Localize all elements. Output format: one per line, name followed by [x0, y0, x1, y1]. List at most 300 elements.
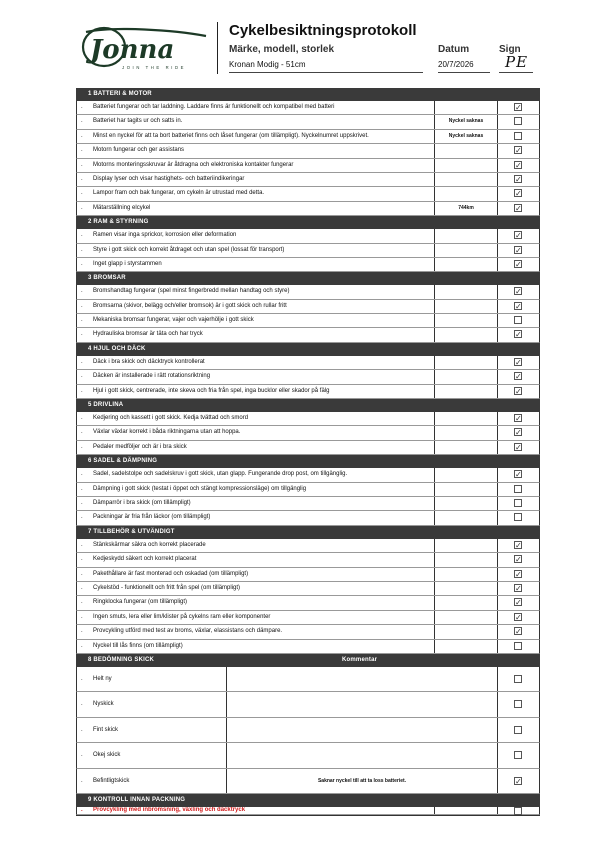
- checkbox[interactable]: ✓: [515, 414, 522, 424]
- row-check-cell: [498, 244, 539, 257]
- checklist-row: [76, 582, 540, 596]
- row-bullet: .: [81, 429, 83, 436]
- row-bullet: .: [81, 373, 83, 380]
- row-note[interactable]: [435, 640, 498, 653]
- checklist-row: [76, 426, 540, 440]
- row-text: Däcken är installerade i rätt rotationsriktning: [93, 373, 211, 380]
- sign-label: Sign: [499, 44, 521, 55]
- row-bullet: .: [81, 675, 83, 682]
- row-description: [77, 511, 435, 524]
- row-text: Helt ny: [93, 675, 112, 682]
- row-check-cell: [498, 596, 539, 609]
- row-text: Display lyser och visar hastighets- och batteriindikeringar: [93, 175, 245, 182]
- row-check-cell: [498, 115, 539, 128]
- row-text: Hjul i gott skick, centrerade, inte skeva och fria från spel, inga bucklor eller skador på fälg: [93, 387, 330, 394]
- checklist-row: [76, 483, 540, 497]
- model-value: Kronan Modig - 51cm: [229, 60, 306, 69]
- row-check-cell: [498, 426, 539, 439]
- svg-text:Jonna: Jonna: [90, 35, 175, 65]
- row-bullet: .: [81, 628, 83, 635]
- checklist-row: [76, 441, 540, 455]
- row-bullet: .: [81, 232, 83, 239]
- checklist-row: [76, 511, 540, 525]
- row-text: Inget glapp i styrstammen: [93, 260, 162, 267]
- row-bullet: .: [81, 570, 83, 577]
- checklist-row: [76, 568, 540, 582]
- checkbox[interactable]: ✓: [515, 357, 522, 367]
- row-description: [77, 769, 227, 794]
- row-check-cell: [498, 285, 539, 298]
- row-note[interactable]: [435, 229, 498, 242]
- checklist-row: [76, 173, 540, 187]
- row-text: Dämpning i gott skick (testat i öppet och stängt kompressionsläge) om tillgänglig: [93, 485, 307, 492]
- row-description: [77, 596, 435, 609]
- row-text: Dämparrör i bra skick (om tillämpligt): [93, 499, 191, 506]
- row-bullet: .: [81, 584, 83, 591]
- row-note[interactable]: [227, 743, 498, 768]
- row-description: [77, 553, 435, 566]
- checkbox[interactable]: ✓: [515, 160, 522, 170]
- row-bullet: .: [81, 642, 83, 649]
- checklist-row: [76, 468, 540, 482]
- checklist-row: [76, 596, 540, 610]
- row-check-cell: [498, 356, 539, 369]
- document-title: Cykelbesiktningsprotokoll: [229, 22, 417, 39]
- row-check-cell: [498, 553, 539, 566]
- row-note[interactable]: Nyckel saknas: [435, 130, 498, 143]
- row-check-cell: [498, 385, 539, 398]
- row-description: [77, 258, 435, 271]
- section-title: 1 BATTERI & MOTOR: [88, 91, 152, 97]
- row-description: [77, 568, 435, 581]
- checkbox[interactable]: [514, 700, 522, 708]
- section-header: [76, 272, 540, 285]
- checklist-row: [76, 553, 540, 567]
- row-bullet: .: [81, 541, 83, 548]
- row-note[interactable]: [435, 539, 498, 552]
- checkbox[interactable]: ✓: [515, 189, 522, 199]
- row-text: Nyskick: [93, 701, 114, 708]
- section-title: 4 HJUL OCH DÄCK: [88, 345, 146, 352]
- row-description: [77, 497, 435, 510]
- row-bullet: .: [81, 317, 83, 324]
- checkbox[interactable]: [514, 751, 522, 759]
- checkbox[interactable]: ✓: [515, 146, 522, 156]
- row-text: Kedjeskydd säkert och korrekt placerat: [93, 556, 197, 563]
- row-bullet: .: [81, 485, 83, 492]
- model-label: Märke, modell, storlek: [229, 44, 335, 55]
- checklist-row: [76, 692, 540, 718]
- checkbox[interactable]: ✓: [515, 386, 522, 396]
- row-description: [77, 640, 435, 653]
- brand-logo-graphic: [74, 24, 214, 74]
- row-bullet: .: [81, 499, 83, 506]
- section-header: [76, 455, 540, 468]
- checklist-table: [76, 88, 540, 816]
- row-description: [77, 130, 435, 143]
- row-description: [77, 468, 435, 481]
- checklist-row: [76, 640, 540, 654]
- signature-value: PE: [505, 53, 529, 71]
- row-description: [77, 300, 435, 313]
- row-note[interactable]: [227, 718, 498, 743]
- row-note[interactable]: [435, 101, 498, 114]
- checkbox[interactable]: ✓: [515, 627, 522, 637]
- row-description: [77, 611, 435, 624]
- row-bullet: .: [81, 260, 83, 267]
- row-description: [77, 314, 435, 327]
- row-text: Sadel, sadelstolpe och sadelskruv i gott skick, utan glapp. Fungerande drop post, om tillgänglig.: [93, 471, 348, 478]
- checklist-row: [76, 144, 540, 158]
- row-note[interactable]: [435, 300, 498, 313]
- section-title: 8 BEDÖMNING SKICK: [88, 656, 155, 663]
- row-check-cell: [498, 229, 539, 242]
- row-note[interactable]: [435, 582, 498, 595]
- row-check-cell: [498, 130, 539, 143]
- section-title: 5 DRIVLINA: [88, 402, 124, 409]
- svg-text:JOIN THE RIDE: JOIN THE RIDE: [122, 65, 186, 70]
- checkbox[interactable]: ✓: [515, 583, 522, 593]
- checklist-row: [76, 130, 540, 144]
- checkbox[interactable]: ✓: [515, 231, 522, 241]
- checkbox[interactable]: ✓: [515, 442, 522, 452]
- row-bullet: .: [81, 302, 83, 309]
- checkbox[interactable]: [514, 316, 522, 324]
- row-bullet: .: [81, 190, 83, 197]
- row-bullet: .: [81, 175, 83, 182]
- row-check-cell: [498, 412, 539, 425]
- row-description: [77, 356, 435, 369]
- row-check-cell: [498, 314, 539, 327]
- row-description: [77, 667, 227, 692]
- row-description: [77, 370, 435, 383]
- row-text: Pakethållare är fast monterad och oskadad (om tillämpligt): [93, 570, 249, 577]
- row-check-cell: [498, 258, 539, 271]
- row-description: [77, 539, 435, 552]
- row-note[interactable]: [435, 497, 498, 510]
- checkbox[interactable]: ✓: [515, 540, 522, 550]
- row-note[interactable]: Saknar nyckel till att ta loss batteriet.: [227, 769, 498, 794]
- row-bullet: .: [81, 104, 83, 110]
- row-check-cell: [498, 159, 539, 172]
- row-text: Mätarställning elcykel: [93, 204, 151, 211]
- row-text: Batteriet fungerar och tar laddning. Laddare finns är funktionellt och kompatibel med batteri: [93, 104, 335, 110]
- date-label: Datum: [438, 44, 470, 55]
- row-text: Okej skick: [93, 752, 121, 759]
- checklist-row: [76, 497, 540, 511]
- section-header: [76, 216, 540, 229]
- row-text: Batteriet har tagits ur och satts in.: [93, 118, 183, 125]
- row-check-cell: [498, 370, 539, 383]
- row-note[interactable]: [435, 144, 498, 157]
- row-text: Kedjering och kassett i gott skick. Kedja tvättad och smord: [93, 415, 249, 422]
- checklist-row: [76, 314, 540, 328]
- row-bullet: .: [81, 147, 83, 154]
- checklist-row: [76, 356, 540, 370]
- row-bullet: .: [81, 726, 83, 733]
- header-divider: [217, 22, 218, 74]
- checklist-row: [76, 625, 540, 639]
- section-header: [76, 88, 540, 101]
- row-note[interactable]: [435, 356, 498, 369]
- checkbox[interactable]: [514, 675, 522, 683]
- row-description: [77, 426, 435, 439]
- row-description: [77, 244, 435, 257]
- row-note[interactable]: [435, 159, 498, 172]
- row-description: [77, 385, 435, 398]
- row-description: [77, 187, 435, 200]
- row-note[interactable]: [435, 511, 498, 524]
- row-check-cell: [498, 718, 539, 743]
- section-header: [76, 794, 540, 807]
- section-title: 2 RAM & STYRNING: [88, 219, 149, 226]
- row-check-cell: [498, 144, 539, 157]
- row-check-cell: [498, 769, 539, 794]
- row-bullet: .: [81, 132, 83, 139]
- row-note[interactable]: [435, 426, 498, 439]
- row-note[interactable]: [435, 370, 498, 383]
- row-bullet: .: [81, 807, 83, 814]
- row-description: [77, 115, 435, 128]
- checkbox[interactable]: ✓: [515, 372, 522, 382]
- row-note[interactable]: 744km: [435, 202, 498, 215]
- checkbox[interactable]: [514, 132, 522, 140]
- row-bullet: .: [81, 613, 83, 620]
- row-note[interactable]: [435, 611, 498, 624]
- checkbox[interactable]: ✓: [515, 301, 522, 311]
- row-text: Fint skick: [93, 726, 119, 733]
- row-check-cell: [498, 173, 539, 186]
- checkbox[interactable]: ✓: [515, 598, 522, 608]
- checklist-row: [76, 115, 540, 129]
- row-description: [77, 718, 227, 743]
- row-bullet: .: [81, 443, 83, 450]
- row-bullet: .: [81, 514, 83, 521]
- row-text: Stänkskärmar säkra och korrekt placerade: [93, 541, 206, 548]
- checklist-row: [76, 258, 540, 272]
- row-bullet: .: [81, 387, 83, 394]
- checklist-row: [76, 187, 540, 201]
- row-note[interactable]: [435, 568, 498, 581]
- checkbox[interactable]: ✓: [515, 103, 522, 112]
- checklist-row: [76, 412, 540, 426]
- row-description: [77, 582, 435, 595]
- row-check-cell: [498, 441, 539, 454]
- checklist-row: [76, 743, 540, 769]
- row-note[interactable]: [435, 483, 498, 496]
- row-text: Cykelstöd - funktionellt och fritt från spel (om tillämpligt): [93, 584, 241, 591]
- row-bullet: .: [81, 471, 83, 478]
- section-header: [76, 399, 540, 412]
- row-text: Däck i bra skick och däcktryck kontrollerat: [93, 358, 205, 365]
- checklist-row: [76, 370, 540, 384]
- row-bullet: .: [81, 599, 83, 606]
- row-check-cell: [498, 743, 539, 768]
- checklist-row: [76, 807, 540, 815]
- checklist-row: [76, 101, 540, 115]
- row-check-cell: [498, 692, 539, 717]
- checkbox[interactable]: ✓: [515, 245, 522, 255]
- row-note[interactable]: [227, 692, 498, 717]
- row-text: Ringklocka fungerar (om tillämpligt): [93, 599, 188, 606]
- checkbox[interactable]: ✓: [515, 555, 522, 565]
- row-bullet: .: [81, 331, 83, 338]
- row-description: [77, 202, 435, 215]
- row-text: Bromsarna (skivor, belägg och/eller bromsok) är i gott skick och rullar fritt: [93, 302, 287, 309]
- checklist-row: [76, 769, 540, 795]
- row-check-cell: [498, 468, 539, 481]
- checklist-row: [76, 611, 540, 625]
- row-description: [77, 625, 435, 638]
- checkbox[interactable]: [514, 807, 522, 815]
- row-note[interactable]: [435, 328, 498, 341]
- row-bullet: .: [81, 358, 83, 365]
- row-note[interactable]: [435, 441, 498, 454]
- row-check-cell: [498, 483, 539, 496]
- comment-column-header: Kommentar: [342, 656, 378, 663]
- row-note[interactable]: [435, 596, 498, 609]
- row-description: [77, 159, 435, 172]
- row-description: [77, 807, 435, 814]
- checklist-row: [76, 667, 540, 693]
- row-text: Lampor fram och bak fungerar, om cykeln är utrustad med detta.: [93, 190, 265, 197]
- section-title: 6 SADEL & DÄMPNING: [88, 458, 158, 465]
- checkbox[interactable]: [514, 117, 522, 125]
- checklist-row: [76, 159, 540, 173]
- checkbox[interactable]: [514, 642, 522, 650]
- row-note[interactable]: [435, 285, 498, 298]
- checkbox[interactable]: [514, 513, 522, 521]
- checklist-row: [76, 285, 540, 299]
- checkbox[interactable]: ✓: [515, 776, 522, 786]
- row-bullet: .: [81, 161, 83, 168]
- checkbox[interactable]: ✓: [515, 569, 522, 579]
- checkbox[interactable]: [514, 726, 522, 734]
- row-note[interactable]: [435, 187, 498, 200]
- row-text: Växlar växlar korrekt i båda riktningarna utan att hoppa.: [93, 429, 241, 436]
- section-title: 9 KONTROLL INNAN PACKNING: [88, 797, 186, 804]
- row-note[interactable]: [435, 412, 498, 425]
- row-check-cell: [498, 202, 539, 215]
- section-title: 7 TILLBEHÖR & UTVÄNDIGT: [88, 528, 175, 535]
- row-bullet: .: [81, 288, 83, 295]
- row-text: Motorn fungerar och ger assistans: [93, 147, 185, 154]
- row-description: [77, 285, 435, 298]
- row-description: [77, 441, 435, 454]
- checklist-row: [76, 244, 540, 258]
- model-underline: [229, 72, 423, 73]
- row-bullet: .: [81, 415, 83, 422]
- checklist-row: [76, 300, 540, 314]
- row-text: Minst en nyckel för att ta bort batteriet finns och låset fungerar (om tillämpligt). Nyckelnumret uppskrivet.: [93, 132, 369, 139]
- checkbox[interactable]: ✓: [515, 259, 522, 269]
- row-check-cell: [498, 611, 539, 624]
- row-note[interactable]: [435, 258, 498, 271]
- row-note[interactable]: [435, 807, 498, 814]
- row-description: [77, 692, 227, 717]
- row-text: Packningar är fria från läckor (om tillämpligt): [93, 514, 211, 521]
- row-text: Nyckel till lås finns (om tillämpligt): [93, 642, 183, 649]
- row-bullet: .: [81, 777, 83, 784]
- row-text: Hydrauliska bromsar är täta och har tryck: [93, 331, 203, 338]
- row-note[interactable]: [227, 667, 498, 692]
- row-check-cell: [498, 568, 539, 581]
- section-header: [76, 343, 540, 356]
- row-note[interactable]: [435, 314, 498, 327]
- row-check-cell: [498, 328, 539, 341]
- row-bullet: .: [81, 701, 83, 708]
- checkbox[interactable]: ✓: [515, 428, 522, 438]
- date-value: 20/7/2026: [438, 60, 474, 69]
- row-text: Ramen visar inga sprickor, korrosion eller deformation: [93, 232, 237, 239]
- row-note[interactable]: [435, 468, 498, 481]
- row-description: [77, 483, 435, 496]
- brand-logo: [74, 24, 214, 74]
- row-bullet: .: [81, 246, 83, 253]
- checkbox[interactable]: ✓: [515, 470, 522, 480]
- row-check-cell: [498, 101, 539, 114]
- row-bullet: .: [81, 204, 83, 211]
- row-note[interactable]: [435, 385, 498, 398]
- row-check-cell: [498, 300, 539, 313]
- row-text: Befintligtskick: [93, 777, 130, 784]
- section-header: [76, 526, 540, 539]
- row-check-cell: [498, 582, 539, 595]
- checklist-row: [76, 718, 540, 744]
- row-check-cell: [498, 807, 539, 814]
- checklist-row: [76, 229, 540, 243]
- row-check-cell: [498, 187, 539, 200]
- checkbox[interactable]: ✓: [515, 174, 522, 184]
- row-description: [77, 101, 435, 114]
- row-bullet: .: [81, 752, 83, 759]
- row-text: Pedaler medföljer och är i bra skick: [93, 443, 187, 450]
- checklist-row: [76, 328, 540, 342]
- row-description: [77, 144, 435, 157]
- row-text: Styre i gott skick och korrekt åtdraget och utan spel (lossat för transport): [93, 246, 285, 253]
- checkbox[interactable]: [514, 499, 522, 507]
- row-note[interactable]: [435, 553, 498, 566]
- row-description: [77, 229, 435, 242]
- row-note[interactable]: [435, 173, 498, 186]
- row-text: Provcykling utförd med test av broms, växlar, elassistans och dämpare.: [93, 628, 283, 635]
- row-check-cell: [498, 539, 539, 552]
- row-note[interactable]: Nyckel saknas: [435, 115, 498, 128]
- row-text: Ingen smuts, lera eller lim/klister på cykelns ram eller komponenter: [93, 613, 271, 620]
- checkbox[interactable]: ✓: [515, 203, 522, 213]
- row-check-cell: [498, 640, 539, 653]
- row-text: Mekaniska bromsar fungerar, vajer och vajerhölje i gott skick: [93, 317, 254, 324]
- checklist-row: [76, 539, 540, 553]
- checkbox[interactable]: ✓: [515, 330, 522, 340]
- row-note[interactable]: [435, 244, 498, 257]
- checkbox[interactable]: ✓: [515, 612, 522, 622]
- row-bullet: .: [81, 556, 83, 563]
- sign-underline: [499, 72, 533, 73]
- checkbox[interactable]: [514, 485, 522, 493]
- row-check-cell: [498, 511, 539, 524]
- section-header: [76, 654, 540, 667]
- row-description: [77, 173, 435, 186]
- checklist-row: [76, 385, 540, 399]
- checkbox[interactable]: ✓: [515, 287, 522, 297]
- row-text: Motorns monteringsskruvar är åtdragna och elektroniska kontakter fungerar: [93, 161, 294, 168]
- date-underline: [438, 72, 490, 73]
- row-description: [77, 412, 435, 425]
- row-note[interactable]: [435, 625, 498, 638]
- row-text: Provcykling med inbromsning, växling och däcktryck: [93, 807, 246, 814]
- row-text: Bromshandtag fungerar (spel minst fingerbredd mellan handtag och styre): [93, 288, 290, 295]
